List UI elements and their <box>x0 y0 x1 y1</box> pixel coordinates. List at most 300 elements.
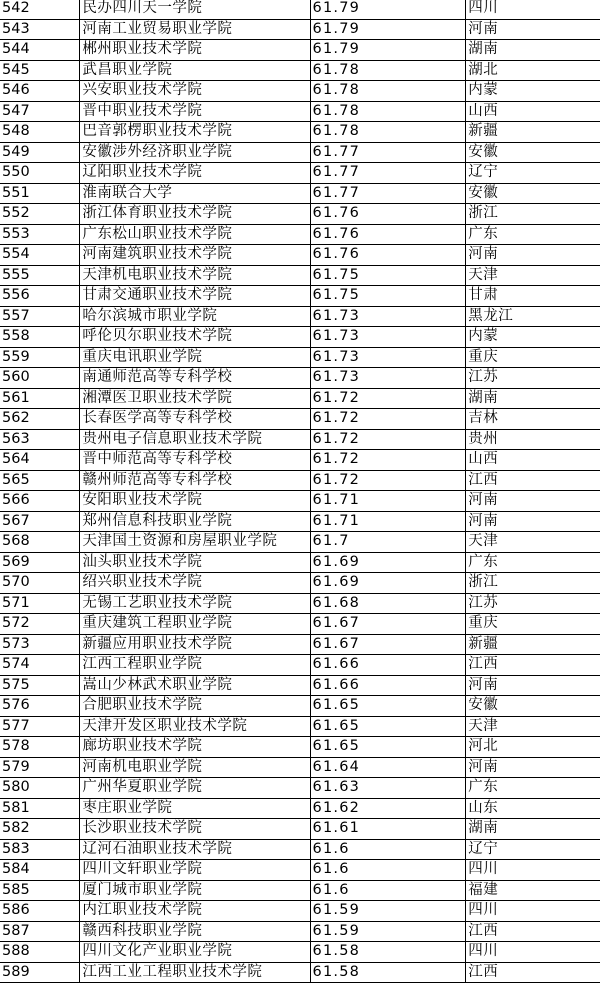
province-cell[interactable] <box>466 142 600 163</box>
province-cell[interactable] <box>466 839 600 860</box>
school-name-cell[interactable] <box>80 716 310 737</box>
school-name-cell-text: 天津机电职业技术学院 <box>82 266 233 283</box>
province-cell-text: 广东 <box>468 779 499 796</box>
school-name-cell[interactable] <box>80 778 310 799</box>
score-cell-text: 61.64 <box>312 758 361 775</box>
school-name-cell[interactable] <box>80 655 310 676</box>
rank-cell[interactable] <box>0 245 80 266</box>
school-name-cell[interactable] <box>80 204 310 225</box>
province-cell[interactable] <box>466 163 600 184</box>
school-name-cell[interactable] <box>80 183 310 204</box>
school-name-cell[interactable] <box>80 142 310 163</box>
province-cell[interactable] <box>466 716 600 737</box>
rank-cell-text: 542 <box>2 0 30 17</box>
score-cell[interactable] <box>310 798 466 819</box>
score-cell-text: 61.67 <box>312 615 361 632</box>
province-cell[interactable] <box>466 204 600 225</box>
school-name-cell[interactable] <box>80 388 310 409</box>
table-row <box>0 19 600 40</box>
school-name-cell-text: 江西工业工程职业技术学院 <box>82 963 263 980</box>
school-name-cell-text: 安阳职业技术学院 <box>82 492 203 509</box>
rank-cell[interactable] <box>0 347 80 368</box>
rank-cell-text: 580 <box>2 779 30 796</box>
school-name-cell[interactable] <box>80 573 310 594</box>
score-cell[interactable] <box>310 655 466 676</box>
score-cell[interactable] <box>310 942 466 963</box>
province-cell-text: 贵州 <box>468 430 499 447</box>
score-cell[interactable] <box>310 675 466 696</box>
province-cell-text: 内蒙 <box>468 82 499 99</box>
province-cell[interactable] <box>466 942 600 963</box>
score-cell[interactable] <box>310 470 466 491</box>
province-cell[interactable] <box>466 675 600 696</box>
table-row <box>0 163 600 184</box>
province-cell[interactable] <box>466 511 600 532</box>
school-name-cell[interactable] <box>80 368 310 389</box>
score-cell[interactable] <box>310 204 466 225</box>
score-cell[interactable] <box>310 491 466 512</box>
score-cell-text: 61.78 <box>312 123 361 140</box>
rank-cell-text: 561 <box>2 389 30 406</box>
province-cell-text: 江苏 <box>468 369 499 386</box>
rank-cell-text: 556 <box>2 287 30 304</box>
score-cell-text: 61.6 <box>312 840 350 857</box>
score-cell[interactable] <box>310 552 466 573</box>
province-cell[interactable] <box>466 532 600 553</box>
table-row <box>0 675 600 696</box>
school-name-cell[interactable] <box>80 122 310 143</box>
table-row <box>0 552 600 573</box>
score-cell-text: 61.59 <box>312 902 361 919</box>
school-name-cell[interactable] <box>80 552 310 573</box>
score-cell[interactable] <box>310 511 466 532</box>
rank-cell[interactable] <box>0 368 80 389</box>
rank-cell[interactable] <box>0 901 80 922</box>
table-row <box>0 614 600 635</box>
score-cell[interactable] <box>310 163 466 184</box>
score-cell[interactable] <box>310 60 466 81</box>
rank-cell[interactable] <box>0 142 80 163</box>
school-name-cell-text: 广东松山职业技术学院 <box>82 225 233 242</box>
province-cell[interactable] <box>466 429 600 450</box>
score-cell-text: 61.77 <box>312 143 361 160</box>
rank-cell-text: 566 <box>2 492 30 509</box>
school-name-cell[interactable] <box>80 491 310 512</box>
score-cell[interactable] <box>310 839 466 860</box>
rank-cell-text: 576 <box>2 697 30 714</box>
province-cell-text: 江西 <box>468 922 499 939</box>
province-cell[interactable] <box>466 306 600 327</box>
score-cell[interactable] <box>310 306 466 327</box>
province-cell[interactable] <box>466 19 600 40</box>
province-cell[interactable] <box>466 491 600 512</box>
rank-cell[interactable] <box>0 532 80 553</box>
school-name-cell[interactable] <box>80 60 310 81</box>
rank-cell[interactable] <box>0 470 80 491</box>
rank-cell[interactable] <box>0 163 80 184</box>
school-name-cell[interactable] <box>80 40 310 61</box>
school-name-cell[interactable] <box>80 860 310 881</box>
province-cell-text: 黑龙江 <box>468 307 514 324</box>
province-cell-text: 甘肃 <box>468 287 499 304</box>
rank-cell-text: 548 <box>2 123 30 140</box>
province-cell[interactable] <box>466 962 600 983</box>
rank-cell-text: 586 <box>2 902 30 919</box>
province-cell[interactable] <box>466 737 600 758</box>
rank-cell-text: 579 <box>2 758 30 775</box>
table-row <box>0 880 600 901</box>
score-cell[interactable] <box>310 901 466 922</box>
school-name-cell[interactable] <box>80 901 310 922</box>
rank-cell[interactable] <box>0 60 80 81</box>
school-name-cell[interactable] <box>80 511 310 532</box>
province-cell[interactable] <box>466 819 600 840</box>
rank-cell[interactable] <box>0 429 80 450</box>
province-cell-text: 四川 <box>468 861 499 878</box>
province-cell[interactable] <box>466 368 600 389</box>
score-cell[interactable] <box>310 347 466 368</box>
province-cell[interactable] <box>466 388 600 409</box>
score-cell[interactable] <box>310 19 466 40</box>
school-name-cell[interactable] <box>80 163 310 184</box>
province-cell[interactable] <box>466 327 600 348</box>
rank-cell-text: 570 <box>2 574 30 591</box>
rank-cell[interactable] <box>0 675 80 696</box>
rank-cell[interactable] <box>0 839 80 860</box>
rank-cell[interactable] <box>0 40 80 61</box>
province-cell[interactable] <box>466 450 600 471</box>
province-cell[interactable] <box>466 265 600 286</box>
score-cell[interactable] <box>310 388 466 409</box>
score-cell[interactable] <box>310 409 466 430</box>
school-name-cell[interactable] <box>80 962 310 983</box>
school-name-cell[interactable] <box>80 224 310 245</box>
rank-cell[interactable] <box>0 614 80 635</box>
rank-cell[interactable] <box>0 204 80 225</box>
score-cell[interactable] <box>310 429 466 450</box>
score-cell[interactable] <box>310 183 466 204</box>
score-cell-text: 61.75 <box>312 266 361 283</box>
score-cell-text: 61.69 <box>312 553 361 570</box>
rank-cell[interactable] <box>0 634 80 655</box>
school-name-cell-text: 郑州信息科技职业学院 <box>82 512 233 529</box>
province-cell[interactable] <box>466 860 600 881</box>
score-cell[interactable] <box>310 716 466 737</box>
province-cell-text: 安徽 <box>468 697 499 714</box>
school-name-cell[interactable] <box>80 921 310 942</box>
table-row <box>0 40 600 61</box>
school-name-cell[interactable] <box>80 0 310 19</box>
province-cell[interactable] <box>466 347 600 368</box>
school-name-cell[interactable] <box>80 245 310 266</box>
school-name-cell[interactable] <box>80 470 310 491</box>
rank-cell[interactable] <box>0 921 80 942</box>
score-cell-text: 61.76 <box>312 225 361 242</box>
score-cell[interactable] <box>310 40 466 61</box>
province-cell[interactable] <box>466 798 600 819</box>
school-name-cell-text: 呼伦贝尔职业技术学院 <box>82 328 233 345</box>
table-row <box>0 511 600 532</box>
rank-cell[interactable] <box>0 19 80 40</box>
province-cell-text: 内蒙 <box>468 328 499 345</box>
table-row <box>0 0 600 19</box>
school-name-cell[interactable] <box>80 429 310 450</box>
score-cell[interactable] <box>310 122 466 143</box>
rank-cell[interactable] <box>0 942 80 963</box>
score-cell[interactable] <box>310 696 466 717</box>
rank-cell[interactable] <box>0 183 80 204</box>
rank-cell-text: 565 <box>2 471 30 488</box>
province-cell[interactable] <box>466 696 600 717</box>
province-cell-text: 天津 <box>468 266 499 283</box>
school-name-cell[interactable] <box>80 19 310 40</box>
table-row <box>0 286 600 307</box>
table-row <box>0 716 600 737</box>
school-name-cell[interactable] <box>80 347 310 368</box>
province-cell[interactable] <box>466 880 600 901</box>
rank-cell-text: 546 <box>2 82 30 99</box>
school-name-cell[interactable] <box>80 306 310 327</box>
rank-cell[interactable] <box>0 962 80 983</box>
score-cell[interactable] <box>310 81 466 102</box>
score-cell[interactable] <box>310 593 466 614</box>
school-name-cell[interactable] <box>80 327 310 348</box>
school-name-cell[interactable] <box>80 819 310 840</box>
rank-cell[interactable] <box>0 491 80 512</box>
rank-cell[interactable] <box>0 880 80 901</box>
school-name-cell-text: 长沙职业技术学院 <box>82 820 203 837</box>
province-cell-text: 广东 <box>468 225 499 242</box>
school-name-cell-text: 民办四川天一学院 <box>82 0 203 17</box>
score-cell[interactable] <box>310 757 466 778</box>
province-cell-text: 河南 <box>468 758 499 775</box>
rank-cell-text: 545 <box>2 61 30 78</box>
score-cell-text: 61.79 <box>312 0 361 17</box>
school-name-cell-text: 贵州电子信息职业技术学院 <box>82 430 263 447</box>
school-name-cell-text: 湘潭医卫职业技术学院 <box>82 389 233 406</box>
school-name-cell-text: 巴音郭楞职业技术学院 <box>82 123 233 140</box>
rank-cell[interactable] <box>0 716 80 737</box>
school-name-cell[interactable] <box>80 409 310 430</box>
rank-cell[interactable] <box>0 757 80 778</box>
school-name-cell-text: 重庆建筑工程职业学院 <box>82 615 233 632</box>
score-cell-text: 61.66 <box>312 656 361 673</box>
rank-cell-text: 554 <box>2 246 30 263</box>
table-row <box>0 532 600 553</box>
score-cell[interactable] <box>310 921 466 942</box>
score-cell[interactable] <box>310 573 466 594</box>
rank-cell[interactable] <box>0 101 80 122</box>
school-name-cell[interactable] <box>80 532 310 553</box>
score-cell-text: 61.72 <box>312 410 361 427</box>
table-row <box>0 224 600 245</box>
score-cell[interactable] <box>310 634 466 655</box>
score-cell[interactable] <box>310 962 466 983</box>
school-name-cell[interactable] <box>80 81 310 102</box>
school-name-cell[interactable] <box>80 593 310 614</box>
province-cell-text: 天津 <box>468 533 499 550</box>
school-name-cell[interactable] <box>80 839 310 860</box>
score-cell[interactable] <box>310 860 466 881</box>
table-row <box>0 757 600 778</box>
rank-cell-text: 547 <box>2 102 30 119</box>
rank-cell[interactable] <box>0 696 80 717</box>
school-name-cell-text: 四川文化产业职业学院 <box>82 943 233 960</box>
province-cell-text: 河南 <box>468 246 499 263</box>
rank-cell[interactable] <box>0 552 80 573</box>
province-cell[interactable] <box>466 122 600 143</box>
province-cell-text: 福建 <box>468 881 499 898</box>
school-name-cell-text: 江西工程职业学院 <box>82 656 203 673</box>
score-cell-text: 61.62 <box>312 799 361 816</box>
province-cell[interactable] <box>466 0 600 19</box>
rank-cell-text: 543 <box>2 20 30 37</box>
school-name-cell-text: 四川文轩职业学院 <box>82 861 203 878</box>
score-cell[interactable] <box>310 614 466 635</box>
score-cell-text: 61.79 <box>312 20 361 37</box>
province-cell[interactable] <box>466 40 600 61</box>
province-cell[interactable] <box>466 224 600 245</box>
score-cell[interactable] <box>310 880 466 901</box>
score-cell[interactable] <box>310 737 466 758</box>
score-cell[interactable] <box>310 245 466 266</box>
school-name-cell[interactable] <box>80 675 310 696</box>
school-name-cell-text: 无锡工艺职业技术学院 <box>82 594 233 611</box>
rank-cell[interactable] <box>0 860 80 881</box>
province-cell-text: 河北 <box>468 738 499 755</box>
rank-cell[interactable] <box>0 224 80 245</box>
province-cell[interactable] <box>466 245 600 266</box>
province-cell[interactable] <box>466 655 600 676</box>
school-name-cell[interactable] <box>80 798 310 819</box>
rank-cell[interactable] <box>0 655 80 676</box>
score-cell[interactable] <box>310 368 466 389</box>
score-cell[interactable] <box>310 327 466 348</box>
rank-cell[interactable] <box>0 265 80 286</box>
school-name-cell[interactable] <box>80 880 310 901</box>
rank-cell[interactable] <box>0 306 80 327</box>
school-name-cell[interactable] <box>80 942 310 963</box>
table-row <box>0 81 600 102</box>
rank-cell-text: 581 <box>2 799 30 816</box>
province-cell[interactable] <box>466 614 600 635</box>
score-cell[interactable] <box>310 0 466 19</box>
school-name-cell-text: 重庆电讯职业学院 <box>82 348 203 365</box>
rank-cell[interactable] <box>0 798 80 819</box>
school-name-cell-text: 晋中师范高等专科学校 <box>82 451 233 468</box>
school-name-cell[interactable] <box>80 696 310 717</box>
school-name-cell[interactable] <box>80 450 310 471</box>
rank-cell-text: 569 <box>2 553 30 570</box>
score-cell-text: 61.77 <box>312 184 361 201</box>
rank-cell[interactable] <box>0 511 80 532</box>
province-cell-text: 山西 <box>468 102 499 119</box>
province-cell-text: 辽宁 <box>468 840 499 857</box>
school-name-cell-text: 浙江体育职业技术学院 <box>82 205 233 222</box>
score-cell[interactable] <box>310 532 466 553</box>
province-cell[interactable] <box>466 634 600 655</box>
rank-cell[interactable] <box>0 286 80 307</box>
province-cell[interactable] <box>466 921 600 942</box>
province-cell[interactable] <box>466 470 600 491</box>
rank-cell[interactable] <box>0 0 80 19</box>
table-row <box>0 839 600 860</box>
province-cell[interactable] <box>466 409 600 430</box>
rank-cell[interactable] <box>0 778 80 799</box>
province-cell-text: 吉林 <box>468 410 499 427</box>
school-name-cell[interactable] <box>80 101 310 122</box>
rank-cell[interactable] <box>0 409 80 430</box>
score-cell[interactable] <box>310 819 466 840</box>
table-row <box>0 819 600 840</box>
school-name-cell[interactable] <box>80 614 310 635</box>
table-row <box>0 347 600 368</box>
province-cell[interactable] <box>466 901 600 922</box>
table-row <box>0 942 600 963</box>
score-cell[interactable] <box>310 778 466 799</box>
rank-cell[interactable] <box>0 573 80 594</box>
province-cell-text: 四川 <box>468 943 499 960</box>
school-name-cell-text: 新疆应用职业技术学院 <box>82 635 233 652</box>
province-cell[interactable] <box>466 552 600 573</box>
school-name-cell-text: 兴安职业技术学院 <box>82 82 203 99</box>
province-cell[interactable] <box>466 101 600 122</box>
province-cell[interactable] <box>466 778 600 799</box>
school-name-cell[interactable] <box>80 634 310 655</box>
province-cell[interactable] <box>466 286 600 307</box>
score-cell[interactable] <box>310 265 466 286</box>
school-name-cell-text: 淮南联合大学 <box>82 184 173 201</box>
score-cell[interactable] <box>310 142 466 163</box>
rank-cell[interactable] <box>0 593 80 614</box>
score-cell-text: 61.73 <box>312 328 361 345</box>
score-cell[interactable] <box>310 450 466 471</box>
rank-cell-text: 582 <box>2 820 30 837</box>
province-cell[interactable] <box>466 183 600 204</box>
province-cell-text: 湖南 <box>468 820 499 837</box>
rank-cell[interactable] <box>0 450 80 471</box>
rank-cell[interactable] <box>0 388 80 409</box>
province-cell[interactable] <box>466 593 600 614</box>
score-cell[interactable] <box>310 101 466 122</box>
score-cell-text: 61.71 <box>312 512 361 529</box>
school-name-cell[interactable] <box>80 757 310 778</box>
school-name-cell[interactable] <box>80 286 310 307</box>
province-cell[interactable] <box>466 573 600 594</box>
rank-cell[interactable] <box>0 122 80 143</box>
school-name-cell[interactable] <box>80 737 310 758</box>
province-cell[interactable] <box>466 60 600 81</box>
province-cell-text: 浙江 <box>468 205 499 222</box>
rank-cell[interactable] <box>0 819 80 840</box>
table-row <box>0 183 600 204</box>
table-row <box>0 696 600 717</box>
rank-cell[interactable] <box>0 737 80 758</box>
school-name-cell-text: 辽河石油职业技术学院 <box>82 840 233 857</box>
province-cell[interactable] <box>466 81 600 102</box>
province-cell[interactable] <box>466 757 600 778</box>
score-cell[interactable] <box>310 286 466 307</box>
rank-cell[interactable] <box>0 327 80 348</box>
rank-cell[interactable] <box>0 81 80 102</box>
school-name-cell-text: 廊坊职业技术学院 <box>82 738 203 755</box>
score-cell[interactable] <box>310 224 466 245</box>
province-cell-text: 江西 <box>468 471 499 488</box>
school-name-cell[interactable] <box>80 265 310 286</box>
province-cell-text: 广东 <box>468 553 499 570</box>
rank-cell-text: 563 <box>2 430 30 447</box>
table-row <box>0 470 600 491</box>
